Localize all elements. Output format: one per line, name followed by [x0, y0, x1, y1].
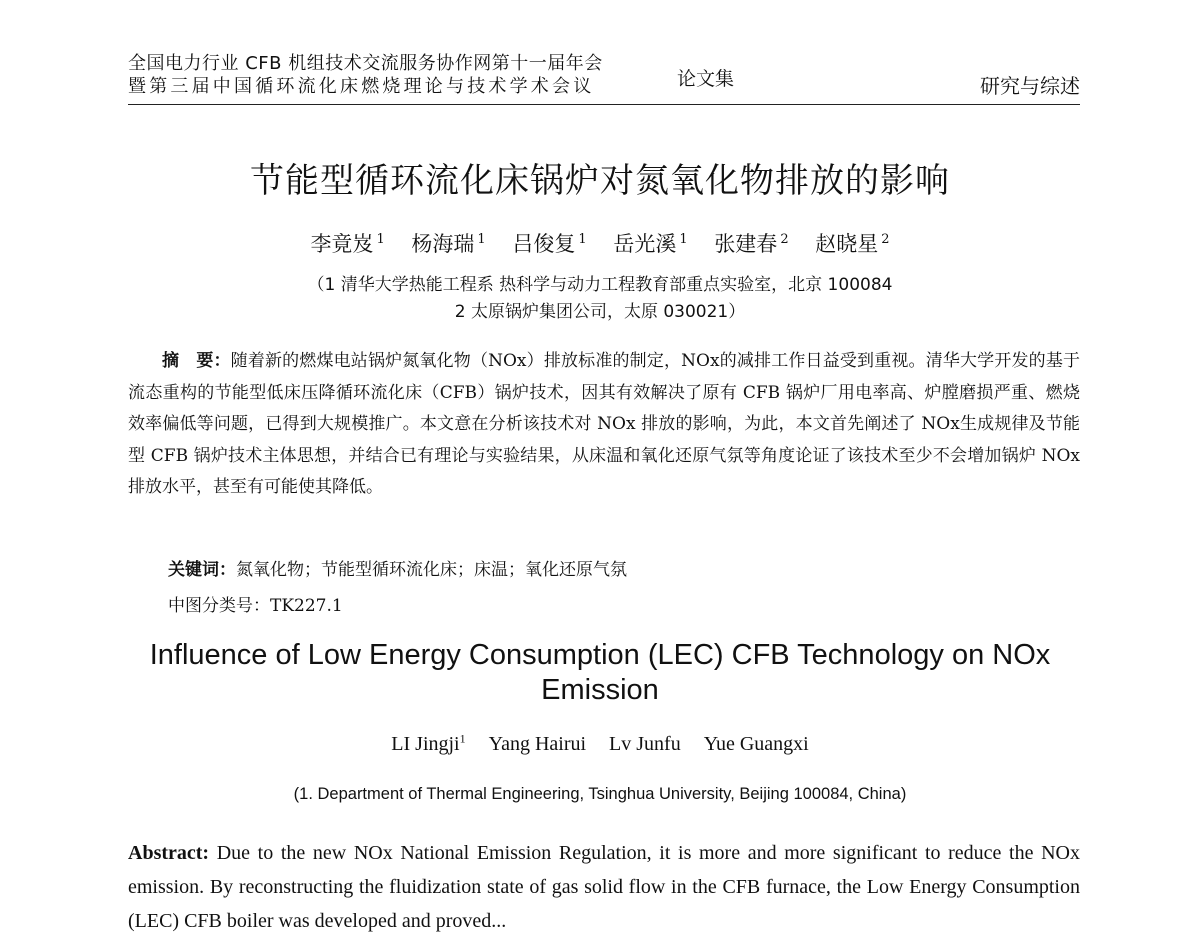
author-en: Yue Guangxi [703, 732, 809, 755]
affiliation-chinese [0, 272, 1200, 326]
author-en: Lv Junfu [609, 732, 681, 755]
running-header [128, 52, 1080, 105]
keywords-text: 氮氧化物；节能型循环流化床；床温；氧化还原气氛 [236, 560, 627, 580]
abstract-label-en: Abstract: [128, 842, 210, 864]
abstract-label-zh: 摘 要： [162, 351, 231, 371]
title-english: Influence of Low Energy Consumption (LEC) CFB Technology on NOx Emission [149, 639, 1051, 706]
author-zh: 杨海瑞 $^1$ [411, 232, 486, 256]
affiliation-english: (1. Department of Thermal Engineering, Tsinghua University, Beijing 100084, China) [293, 785, 907, 803]
author-zh: 吕俊复 $^1$ [512, 232, 587, 256]
classification-number: 中图分类号：TK227.1 [168, 596, 343, 616]
authors-chinese [0, 228, 1200, 258]
section-label: 研究与综述 [980, 74, 1080, 98]
abstract-text-zh: 随着新的燃煤电站锅炉氮氧化物（NOx）排放标准的制定，NOx的减排工作日益受到重视。清华大学开发的基于流态重构的节能型低床压降循环流化床（CFB）锅炉技术，因其有效解决了原有 CFB 锅炉厂用电率高、炉膛磨损严重、燃烧效率偏低等问题，已得到大规模推广。本文意在分析该技术对 NOx 排放的影响，为此，本文首先阐述了 NOx生成规律及节能型 CFB 锅炉技术主体思想，并结合已有理论与实验结果，从床温和氧化还原气氛等角度论证了该技术至少不会增加锅炉 NOx排放水平，甚至有可能使其降低。 [128, 351, 1080, 497]
author-zh: 岳光溪 $^1$ [613, 232, 688, 256]
affiliation-line-1: （1 清华大学热能工程系 热科学与动力工程教育部重点实验室，北京 100084 [307, 275, 893, 295]
collection-label: 论文集 [677, 68, 735, 90]
abstract-chinese [128, 346, 1080, 504]
conference-name [128, 52, 603, 98]
conference-line-2: 暨第三届中国循环流化床燃烧理论与技术学术会议 [128, 76, 595, 97]
conference-line-1: 全国电力行业 CFB 机组技术交流服务协作网第十一届年会 [128, 53, 603, 74]
author-zh: 赵晓星 $^2$ [815, 232, 890, 256]
author-en: LI Jingji$^1$ [391, 731, 466, 755]
authors-english [0, 731, 1200, 756]
author-zh: 张建春 $^2$ [714, 232, 789, 256]
title-chinese: 节能型循环流化床锅炉对氮氧化物排放的影响 [250, 161, 950, 201]
author-zh: 李竟岌 $^1$ [310, 232, 385, 256]
keywords-label: 关键词： [168, 560, 236, 580]
author-en: Yang Hairui [488, 732, 587, 755]
abstract-text-en: Due to the new NOx National Emission Regulation, it is more and more significant to reduce the NOx emission. By reconstructing the fluidization state of gas solid flow in the CFB furnace, the Low Energy Consumption (LEC) CFB boiler was developed and proved... [128, 842, 1080, 932]
affiliation-line-2: 2 太原锅炉集团公司，太原 030021） [454, 302, 746, 322]
abstract-english [128, 836, 1080, 938]
keywords [168, 555, 1120, 580]
